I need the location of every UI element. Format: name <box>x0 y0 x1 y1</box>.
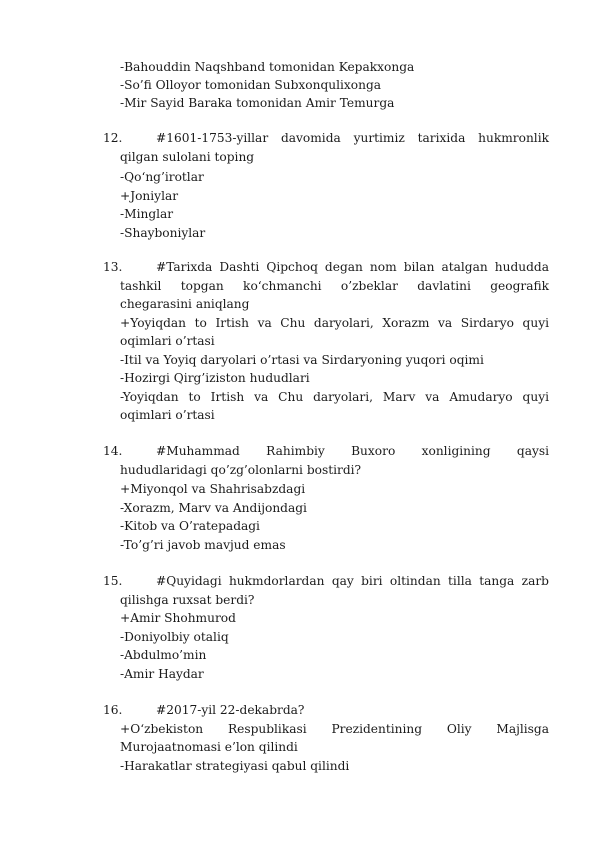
option-line: -Shayboniylar <box>120 226 206 240</box>
option-line: -Abdulmo’min <box>120 648 207 662</box>
question-text: tashkil topgan ko‘chmanchi o’zbeklar davlatini geografik <box>120 279 549 293</box>
option-line: -Hozirgi Qirg’iziston hududlari <box>120 371 310 385</box>
option-line: oqimlari o’rtasi <box>120 334 215 348</box>
question-text: #Muhammad Rahimbiy Buxoro xonligining qaysi <box>156 444 549 458</box>
question-text: qilgan sulolani toping <box>120 150 255 164</box>
question-number: 14. <box>103 444 123 458</box>
question-text: hududlaridagi qo’zg’olonlarni bostirdi? <box>120 463 362 477</box>
option-line: -Mir Sayid Baraka tomonidan Amir Temurga <box>120 96 395 110</box>
option-line: -Amir Haydar <box>120 667 204 681</box>
question-text: #Tarixda Dashti Qipchoq degan nom bilan atalgan hududda <box>156 260 549 274</box>
question-number: 12. <box>103 131 123 145</box>
option-line: -Yoyiqdan to Irtish va Chu daryolari, Marv va Amudaryo quyi <box>120 390 549 404</box>
option-line: -Bahouddin Naqshband tomonidan Kepakxonga <box>120 60 415 74</box>
option-line: +O‘zbekiston Respublikasi Prezidentining Oliy Majlisga <box>120 722 549 736</box>
option-line: -Itil va Yoyiq daryolari o’rtasi va Sirdaryoning yuqori oqimi <box>120 353 484 367</box>
option-line: -Minglar <box>120 207 174 221</box>
option-line: -Doniyolbiy otaliq <box>120 630 229 644</box>
option-line: -Kitob va O’ratepadagi <box>120 519 260 533</box>
question-text: #1601-1753-yillar davomida yurtimiz tarixida hukmronlik <box>156 131 549 145</box>
option-line: -Xorazm, Marv va Andijondagi <box>120 501 307 515</box>
option-line: oqimlari o’rtasi <box>120 408 215 422</box>
option-line: -So’fi Olloyor tomonidan Subxonqulixonga <box>120 78 382 92</box>
question-number: 15. <box>103 574 123 588</box>
option-line: -To’g’ri javob mavjud emas <box>120 538 286 552</box>
option-line: -Harakatlar strategiyasi qabul qilindi <box>120 759 350 773</box>
option-line: Murojaatnomasi e’lon qilindi <box>120 740 298 754</box>
option-line: -Qo‘ng’irotlar <box>120 170 204 184</box>
question-text: chegarasini aniqlang <box>120 297 250 311</box>
question-number: 13. <box>103 260 123 274</box>
question-text: #2017-yil 22-dekabrda? <box>156 703 305 717</box>
option-line: +Joniylar <box>120 189 179 203</box>
question-text: qilishga ruxsat berdi? <box>120 593 255 607</box>
option-line: +Miyonqol va Shahrisabzdagi <box>120 482 306 496</box>
question-text: #Quyidagi hukmdorlardan qay biri oltindan tilla tanga zarb <box>156 574 549 588</box>
option-line: +Yoyiqdan to Irtish va Chu daryolari, Xorazm va Sirdaryo quyi <box>120 316 549 330</box>
option-line: +Amir Shohmurod <box>120 611 236 625</box>
question-number: 16. <box>103 703 123 717</box>
